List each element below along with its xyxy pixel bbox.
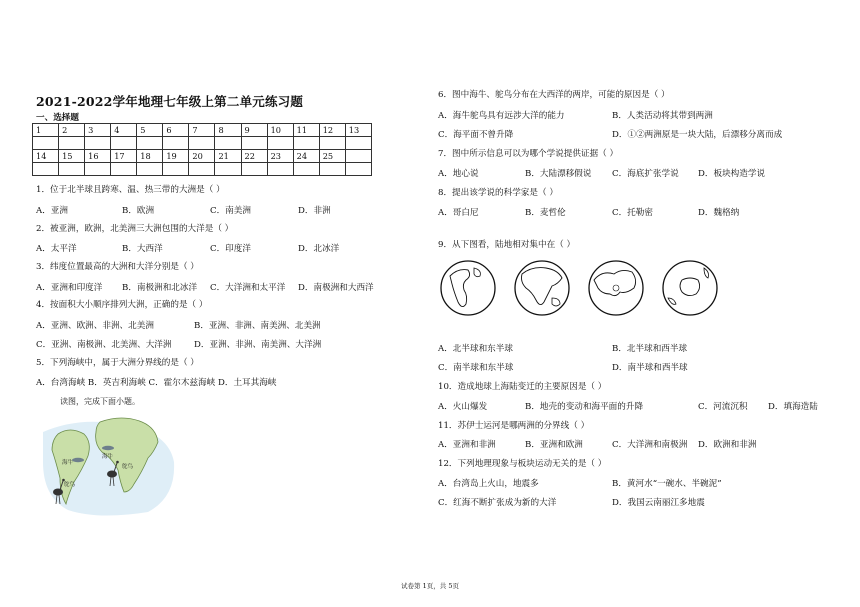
option-b[interactable]: B．人类活动将其带到两洲 xyxy=(612,111,713,121)
option-d[interactable]: D．亚洲、非洲、南美洲、大洋洲 xyxy=(194,340,322,350)
table-row xyxy=(33,137,372,150)
answer-cell[interactable] xyxy=(241,163,267,176)
option-d[interactable]: D．板块构造学说 xyxy=(698,169,766,179)
grid-cell: 8 xyxy=(215,124,241,137)
option-b[interactable]: B．欧洲 xyxy=(122,206,155,216)
option-d[interactable]: D．魏格纳 xyxy=(698,208,740,218)
answer-cell[interactable] xyxy=(267,137,293,150)
question-stem: 12．下列地理现象与板块运动无关的是（ ） xyxy=(438,459,607,469)
grid-cell: 15 xyxy=(59,150,85,163)
option-a[interactable]: A．太平洋 xyxy=(36,244,77,254)
grid-cell: 1 xyxy=(33,124,59,137)
question-stem: 10．造成地球上海陆变迁的主要原因是（ ） xyxy=(438,382,607,392)
option-d[interactable]: D．欧洲和非洲 xyxy=(698,440,757,450)
question-stem: 2．被亚洲，欧洲，北美洲三大洲包围的大洋是（ ） xyxy=(36,224,234,234)
option-c[interactable]: C．托勒密 xyxy=(612,208,653,218)
answer-cell[interactable] xyxy=(137,163,163,176)
option-c[interactable]: C．红海不断扩张成为新的大洋 xyxy=(438,498,557,508)
option-a[interactable]: A．北半球和东半球 xyxy=(438,344,513,354)
answer-cell[interactable] xyxy=(293,163,319,176)
map-label-ostrich-1: 鸵鸟 xyxy=(64,482,76,488)
answer-cell[interactable] xyxy=(33,137,59,150)
globe-northern-hemisphere-icon xyxy=(586,258,646,318)
map-label-ostrich-2: 鸵鸟 xyxy=(122,464,134,470)
option-d[interactable]: D．南半球和西半球 xyxy=(612,363,688,373)
grid-cell: 21 xyxy=(215,150,241,163)
grid-cell: 20 xyxy=(189,150,215,163)
option-c[interactable]: C．印度洋 xyxy=(210,244,251,254)
answer-cell[interactable] xyxy=(319,137,345,150)
answer-cell[interactable] xyxy=(241,137,267,150)
answer-cell[interactable] xyxy=(137,137,163,150)
answer-cell[interactable] xyxy=(267,163,293,176)
option-d[interactable]: D．非洲 xyxy=(298,206,331,216)
question-stem: 6．图中海牛、鸵鸟分布在大西洋的两岸，可能的原因是（ ） xyxy=(438,90,670,100)
option-b[interactable]: B．大陆漂移假说 xyxy=(525,169,592,179)
grid-cell: 17 xyxy=(111,150,137,163)
question-stem: 3．纬度位置最高的大洲和大洋分别是（ ） xyxy=(36,262,199,272)
option-b[interactable]: B．南极洲和北冰洋 xyxy=(122,283,198,293)
answer-cell[interactable] xyxy=(85,163,111,176)
option-c[interactable]: C．南美洲 xyxy=(210,206,251,216)
question-stem: 8．提出该学说的科学家是（ ） xyxy=(438,188,558,198)
page-title: 2021-2022学年地理七年级上第二单元练习题 xyxy=(36,94,304,109)
globe-eastern-hemisphere-icon xyxy=(512,258,572,318)
question-stem: 11．苏伊士运河是哪两洲的分界线（ ） xyxy=(438,421,590,431)
table-row xyxy=(33,150,372,163)
grid-cell: 19 xyxy=(163,150,189,163)
option-c[interactable]: C．大洋洲和太平洋 xyxy=(210,283,286,293)
answer-cell[interactable] xyxy=(345,137,371,150)
question-stem: 4．按面积大小顺序排列大洲，正确的是（ ） xyxy=(36,300,208,310)
option-c[interactable]: C．海底扩张学说 xyxy=(612,169,679,179)
answer-cell[interactable] xyxy=(33,163,59,176)
option-a[interactable]: A．地心说 xyxy=(438,169,479,179)
grid-cell: 22 xyxy=(241,150,267,163)
grid-cell: 25 xyxy=(319,150,345,163)
option-b[interactable]: B．亚洲和欧洲 xyxy=(525,440,583,450)
option-b[interactable]: B．黄河水“一碗水、半碗泥” xyxy=(612,479,722,489)
grid-cell: 7 xyxy=(189,124,215,137)
option-b[interactable]: B．北半球和西半球 xyxy=(612,344,688,354)
continental-map-figure xyxy=(38,412,178,520)
option-a[interactable]: A．亚洲、欧洲、非洲、北美洲 xyxy=(36,321,154,331)
grid-cell: 14 xyxy=(33,150,59,163)
grid-cell: 24 xyxy=(293,150,319,163)
option-a[interactable]: A．海牛鸵鸟具有远涉大洋的能力 xyxy=(438,111,565,121)
question-stem: 9．从下图看，陆地相对集中在（ ） xyxy=(438,240,576,250)
option-a[interactable]: A．亚洲和印度洋 xyxy=(36,283,103,293)
answer-cell[interactable] xyxy=(293,137,319,150)
answer-cell[interactable] xyxy=(111,163,137,176)
grid-cell: 10 xyxy=(267,124,293,137)
question-stem: 1．位于北半球且跨寒、温、热三带的大洲是（ ） xyxy=(36,185,225,195)
grid-cell: 4 xyxy=(111,124,137,137)
option-a[interactable]: A．亚洲和非洲 xyxy=(438,440,496,450)
option-row[interactable]: A．台湾海峡 B．英吉利海峡 C．霍尔木兹海峡 D．土耳其海峡 xyxy=(36,378,277,388)
grid-cell: 23 xyxy=(267,150,293,163)
option-b[interactable]: B．麦哲伦 xyxy=(525,208,566,218)
option-d[interactable]: D．填海造陆 xyxy=(768,402,818,412)
answer-grid xyxy=(32,123,372,176)
option-d[interactable]: D．南极洲和大西洋 xyxy=(298,283,374,293)
table-row xyxy=(33,124,372,137)
page-footer: 试卷第 1页，共 5页 xyxy=(401,582,459,590)
option-a[interactable]: A．火山爆发 xyxy=(438,402,488,412)
option-c[interactable]: C．海平面不曾升降 xyxy=(438,130,514,140)
globe-southern-hemisphere-icon xyxy=(660,258,720,318)
grid-cell: 13 xyxy=(345,124,371,137)
option-a[interactable]: A．台湾岛上火山，地震多 xyxy=(438,479,539,489)
grid-cell: 12 xyxy=(319,124,345,137)
option-c[interactable]: C．大洋洲和南极洲 xyxy=(612,440,688,450)
answer-cell[interactable] xyxy=(189,163,215,176)
map-label-manatee-2: 海牛 xyxy=(102,454,114,460)
answer-cell[interactable] xyxy=(111,137,137,150)
grid-cell: 9 xyxy=(241,124,267,137)
option-d[interactable]: D．北冰洋 xyxy=(298,244,340,254)
grid-cell: 3 xyxy=(85,124,111,137)
grid-cell: 11 xyxy=(293,124,319,137)
answer-cell[interactable] xyxy=(189,137,215,150)
answer-cell[interactable] xyxy=(319,163,345,176)
answer-cell[interactable] xyxy=(59,137,85,150)
table-row xyxy=(33,163,372,176)
answer-cell[interactable] xyxy=(215,137,241,150)
grid-cell: 18 xyxy=(137,150,163,163)
section-heading: 一、选择题 xyxy=(36,113,79,123)
grid-cell: 5 xyxy=(137,124,163,137)
option-a[interactable]: A．亚洲 xyxy=(36,206,68,216)
option-c[interactable]: C．亚洲、南极洲、北美洲、大洋洲 xyxy=(36,340,172,350)
manatee-icon xyxy=(102,446,114,450)
question-stem: 7．图中所示信息可以为哪个学说提供证据（ ） xyxy=(438,149,619,159)
grid-cell: 2 xyxy=(59,124,85,137)
grid-cell xyxy=(345,150,371,163)
globe-western-hemisphere-icon xyxy=(438,258,498,318)
answer-cell[interactable] xyxy=(85,137,111,150)
answer-cell[interactable] xyxy=(59,163,85,176)
option-b[interactable]: B．亚洲、非洲、南美洲、北美洲 xyxy=(194,321,321,331)
manatee-icon xyxy=(72,458,84,462)
grid-cell: 16 xyxy=(85,150,111,163)
map-label-manatee-1: 海牛 xyxy=(62,460,74,466)
map-intro: 读图，完成下面小题。 xyxy=(60,397,140,406)
answer-cell[interactable] xyxy=(163,137,189,150)
option-d[interactable]: D．我国云南丽江多地震 xyxy=(612,498,705,508)
option-d[interactable]: D．①②两洲原是一块大陆，后漂移分离而成 xyxy=(612,130,783,140)
answer-cell[interactable] xyxy=(163,163,189,176)
question-stem: 5．下列海峡中，属于大洲分界线的是（ ） xyxy=(36,358,199,368)
option-b[interactable]: B．地壳的变动和海平面的升降 xyxy=(525,402,644,412)
option-c[interactable]: C．河流沉积 xyxy=(698,402,748,412)
grid-cell: 6 xyxy=(163,124,189,137)
option-c[interactable]: C．南半球和东半球 xyxy=(438,363,514,373)
answer-cell[interactable] xyxy=(345,163,371,176)
option-a[interactable]: A．哥白尼 xyxy=(438,208,479,218)
answer-cell[interactable] xyxy=(215,163,241,176)
option-b[interactable]: B．大西洋 xyxy=(122,244,163,254)
